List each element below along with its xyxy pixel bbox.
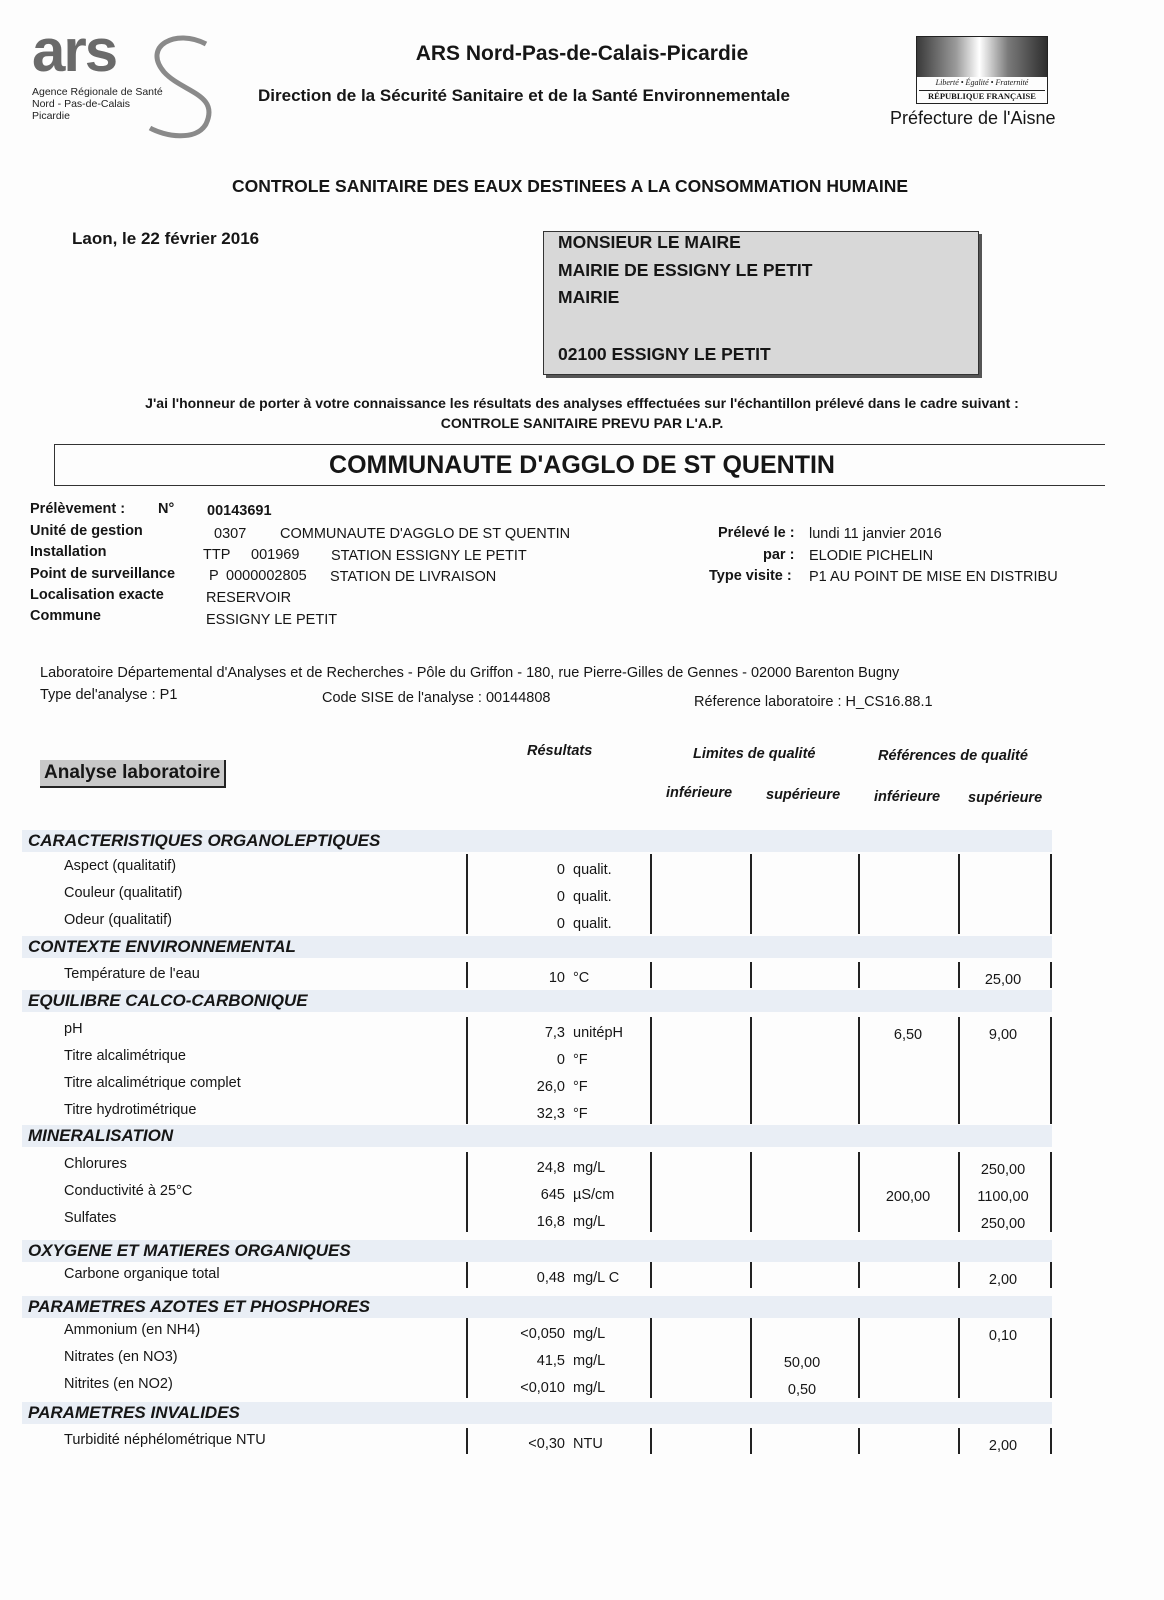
parameter-name: Odeur (qualitatif)	[64, 912, 172, 928]
result-value: 10	[548, 970, 565, 986]
parameter-name: Titre alcalimétrique complet	[64, 1075, 241, 1091]
parameter-name: Chlorures	[64, 1156, 127, 1172]
intro-context: CONTROLE SANITAIRE PREVU PAR L'A.P.	[440, 415, 724, 431]
reference-superieure: 250,00	[980, 1162, 1026, 1178]
header-title: ARS Nord-Pas-de-Calais-Picardie	[415, 42, 749, 65]
column-rule	[750, 854, 752, 934]
parameter-name: Conductivité à 25°C	[64, 1183, 193, 1199]
column-rule	[958, 1262, 960, 1288]
result-unit: mg/L	[573, 1160, 606, 1176]
limit-superieure: 0,50	[787, 1382, 817, 1398]
column-rule	[750, 962, 752, 988]
parameter-name: Titre hydrotimétrique	[64, 1102, 197, 1118]
commune-value: ESSIGNY LE PETIT	[206, 612, 338, 628]
parameter-name: pH	[64, 1021, 83, 1037]
parameter-name: Température de l'eau	[64, 966, 200, 982]
column-rule	[858, 854, 860, 934]
section-title: MINERALISATION	[28, 1126, 174, 1145]
result-unit: unitépH	[573, 1025, 623, 1041]
section-band	[22, 990, 1052, 1012]
column-rule	[650, 1152, 652, 1232]
reference-superieure: 1100,00	[977, 1189, 1029, 1205]
point-code: 0000002805	[226, 568, 307, 584]
result-value: <0,010	[520, 1380, 565, 1396]
par-value: ELODIE PICHELIN	[809, 548, 934, 564]
localisation-label: Localisation exacte	[30, 587, 164, 603]
col-reference-sup: supérieure	[968, 790, 1043, 806]
par-label: par :	[763, 547, 795, 563]
section-band	[22, 936, 1052, 958]
reference-superieure: 9,00	[988, 1027, 1018, 1043]
column-rule	[858, 1262, 860, 1288]
parameter-name: Carbone organique total	[64, 1266, 220, 1282]
result-unit: °C	[573, 970, 590, 986]
column-rule	[858, 1318, 860, 1398]
result-unit: qualit.	[573, 889, 612, 905]
column-rule	[1050, 1428, 1052, 1454]
result-unit: NTU	[573, 1436, 603, 1452]
col-reference-inf: inférieure	[874, 789, 941, 805]
preleve-le-label: Prélevé le :	[718, 525, 795, 541]
parameter-name: Titre alcalimétrique	[64, 1048, 186, 1064]
col-limite-sup: supérieure	[766, 787, 841, 803]
column-rule	[466, 1262, 468, 1288]
ars-logo	[28, 18, 198, 128]
column-rule	[650, 1318, 652, 1398]
analyse-laboratoire-tag: Analyse laboratoire	[40, 760, 226, 788]
result-unit: mg/L C	[573, 1270, 620, 1286]
section-band	[22, 1240, 1052, 1262]
result-value: 0	[556, 1052, 565, 1068]
col-references: Références de qualité	[878, 748, 1028, 764]
result-value: 0	[556, 862, 565, 878]
column-rule	[1050, 1152, 1052, 1232]
column-rule	[1050, 962, 1052, 988]
section-band	[22, 830, 1052, 852]
result-value: <0,30	[528, 1436, 565, 1452]
point-type: P	[209, 568, 219, 584]
installation-code: 001969	[251, 547, 300, 563]
column-rule	[650, 1017, 652, 1124]
unite-code: 0307	[214, 526, 247, 542]
prelevement-no-label: N°	[158, 501, 175, 517]
type-analyse: Type del'analyse : P1	[40, 687, 178, 703]
code-sise: Code SISE de l'analyse : 00144808	[322, 690, 551, 706]
section-band	[22, 1125, 1052, 1147]
address-line-1: MONSIEUR LE MAIRE	[558, 232, 741, 252]
prelevement-number: 00143691	[207, 503, 272, 519]
section-title: PARAMETRES INVALIDES	[28, 1403, 240, 1422]
column-rule	[466, 1318, 468, 1398]
commune-title: COMMUNAUTE D'AGGLO DE ST QUENTIN	[329, 451, 835, 479]
address-line-2: MAIRIE DE ESSIGNY LE PETIT	[558, 260, 813, 280]
section-band	[22, 1402, 1052, 1424]
laboratory-line: Laboratoire Départemental d'Analyses et de Recherches - Pôle du Griffon - 180, rue Pierre-Gilles de Gennes - 02000 Barenton Bugny	[40, 665, 900, 681]
column-rule	[750, 1428, 752, 1454]
result-value: <0,050	[520, 1326, 565, 1342]
reference-superieure: 2,00	[988, 1438, 1018, 1454]
column-rule	[750, 1017, 752, 1124]
column-rule	[1050, 1318, 1052, 1398]
column-rule	[750, 1152, 752, 1232]
reference-superieure: 2,00	[988, 1272, 1018, 1288]
column-rule	[650, 854, 652, 934]
result-value: 7,3	[544, 1025, 565, 1041]
result-value: 0	[556, 889, 565, 905]
column-rule	[858, 962, 860, 988]
parameter-name: Ammonium (en NH4)	[64, 1322, 201, 1338]
result-value: 24,8	[536, 1160, 565, 1176]
unite-label: Unité de gestion	[30, 523, 143, 539]
result-unit: mg/L	[573, 1353, 606, 1369]
result-unit: mg/L	[573, 1380, 606, 1396]
result-unit: µS/cm	[573, 1187, 615, 1203]
column-rule	[466, 1428, 468, 1454]
col-resultats: Résultats	[527, 743, 593, 759]
ars-logo-mark: ars	[32, 17, 117, 84]
result-value: 32,3	[536, 1106, 565, 1122]
result-unit: mg/L	[573, 1214, 606, 1230]
result-value: 0,48	[536, 1270, 565, 1286]
column-rule	[466, 854, 468, 934]
prefecture-name: Préfecture de l'Aisne	[890, 108, 1056, 128]
reference-inferieure: 200,00	[885, 1189, 931, 1205]
recipient-address-box	[543, 231, 979, 375]
parameter-name: Couleur (qualitatif)	[64, 885, 183, 901]
reference-superieure: 0,10	[988, 1328, 1018, 1344]
type-visite-label: Type visite :	[709, 568, 792, 584]
limit-superieure: 50,00	[783, 1355, 821, 1371]
section-band	[22, 1296, 1052, 1318]
result-unit: °F	[573, 1106, 588, 1122]
marianne-image	[917, 37, 1047, 77]
column-rule	[958, 962, 960, 988]
reference-laboratoire: Réference laboratoire : H_CS16.88.1	[694, 694, 933, 710]
installation-label: Installation	[30, 544, 107, 560]
column-rule	[858, 1017, 860, 1124]
result-unit: °F	[573, 1052, 588, 1068]
ars-logo-line-3: Picardie	[32, 110, 70, 122]
column-rule	[1050, 854, 1052, 934]
preleve-le-value: lundi 11 janvier 2016	[809, 526, 942, 542]
localisation-value: RESERVOIR	[206, 590, 292, 606]
column-rule	[858, 1428, 860, 1454]
result-value: 16,8	[536, 1214, 565, 1230]
result-value: 0	[556, 916, 565, 932]
section-title: OXYGENE ET MATIERES ORGANIQUES	[28, 1241, 351, 1260]
result-unit: °F	[573, 1079, 588, 1095]
header-subtitle: Direction de la Sécurité Sanitaire et de la Santé Environnementale	[258, 86, 790, 105]
ars-logo-line-2: Nord - Pas-de-Calais	[32, 98, 131, 110]
col-limite-inf: inférieure	[666, 785, 733, 801]
result-unit: mg/L	[573, 1326, 606, 1342]
section-title: EQUILIBRE CALCO-CARBONIQUE	[28, 991, 308, 1010]
column-rule	[650, 1428, 652, 1454]
commune-label: Commune	[30, 608, 101, 624]
column-rule	[958, 1318, 960, 1398]
parameter-name: Nitrites (en NO2)	[64, 1376, 173, 1392]
parameter-name: Aspect (qualitatif)	[64, 858, 177, 874]
col-limites: Limites de qualité	[693, 746, 816, 762]
republique-logo	[916, 36, 1048, 104]
type-visite-value: P1 AU POINT DE MISE EN DISTRIBU	[809, 569, 1058, 585]
column-rule	[958, 1152, 960, 1232]
letter-date: Laon, le 22 février 2016	[72, 229, 260, 248]
column-rule	[1050, 1017, 1052, 1124]
column-rule	[1050, 1262, 1052, 1288]
result-value: 41,5	[536, 1353, 565, 1369]
column-rule	[466, 962, 468, 988]
column-rule	[750, 1318, 752, 1398]
result-unit: qualit.	[573, 862, 612, 878]
column-rule	[858, 1152, 860, 1232]
column-rule	[958, 1428, 960, 1454]
document-title: CONTROLE SANITAIRE DES EAUX DESTINEES A LA CONSOMMATION HUMAINE	[231, 176, 909, 196]
column-rule	[650, 962, 652, 988]
parameter-name: Turbidité néphélométrique NTU	[64, 1432, 266, 1448]
result-value: 645	[540, 1187, 565, 1203]
section-title: PARAMETRES AZOTES ET PHOSPHORES	[28, 1297, 370, 1316]
reference-superieure: 25,00	[984, 972, 1022, 988]
column-rule	[466, 1017, 468, 1124]
prelevement-label: Prélèvement :	[30, 501, 126, 517]
column-rule	[750, 1262, 752, 1288]
ars-logo-line-1: Agence Régionale de Santé	[32, 86, 163, 98]
address-line-4: 02100 ESSIGNY LE PETIT	[558, 344, 771, 364]
result-unit: qualit.	[573, 916, 612, 932]
intro-text: J'ai l'honneur de porter à votre connaissance les résultats des analyses efffectuées sur l'échantillon prélevé dans le cadre suivant :	[145, 395, 1019, 411]
point-label: Point de surveillance	[30, 566, 176, 582]
section-title: CONTEXTE ENVIRONNEMENTAL	[28, 937, 296, 956]
republic-motto: Liberté • Égalité • Fraternité	[935, 78, 1029, 87]
column-rule	[650, 1262, 652, 1288]
column-rule	[466, 1152, 468, 1232]
republic-name: RÉPUBLIQUE FRANÇAISE	[919, 90, 1045, 101]
installation-name: STATION ESSIGNY LE PETIT	[331, 548, 527, 564]
parameter-name: Sulfates	[64, 1210, 117, 1226]
point-name: STATION DE LIVRAISON	[330, 569, 497, 585]
unite-name: COMMUNAUTE D'AGGLO DE ST QUENTIN	[280, 526, 571, 542]
reference-superieure: 250,00	[980, 1216, 1026, 1232]
section-title: CARACTERISTIQUES ORGANOLEPTIQUES	[28, 831, 381, 850]
address-line-3: MAIRIE	[558, 287, 620, 307]
installation-type: TTP	[203, 547, 231, 563]
column-rule	[958, 854, 960, 934]
result-value: 26,0	[536, 1079, 565, 1095]
parameter-name: Nitrates (en NO3)	[64, 1349, 178, 1365]
reference-inferieure: 6,50	[893, 1027, 923, 1043]
column-rule	[958, 1017, 960, 1124]
